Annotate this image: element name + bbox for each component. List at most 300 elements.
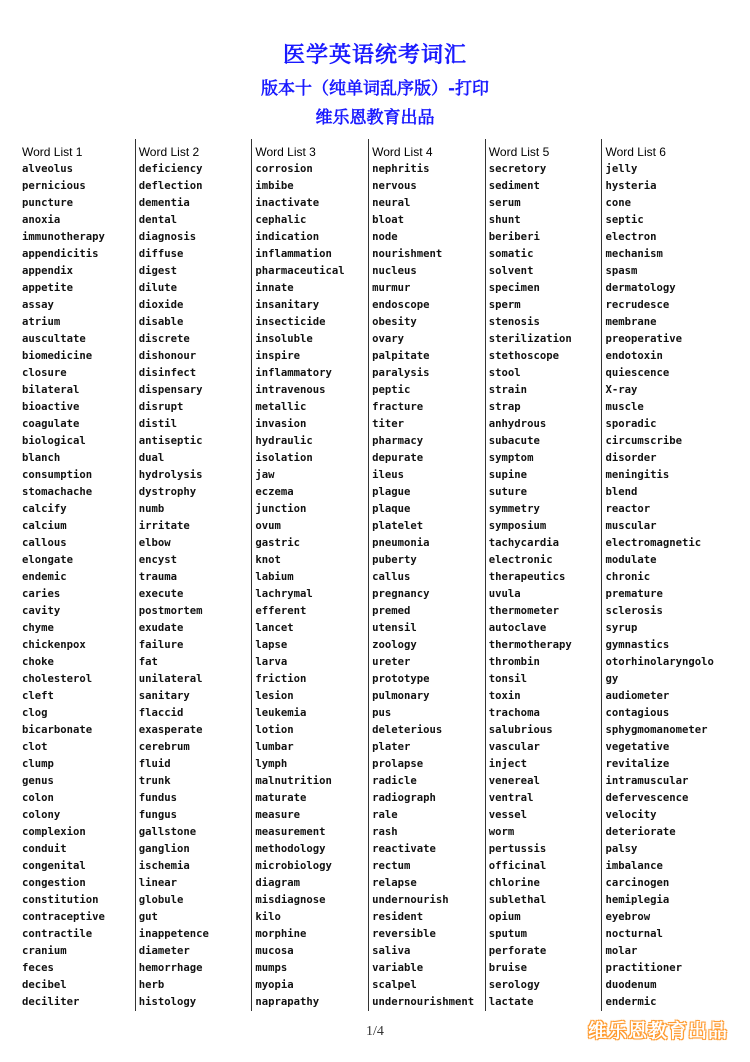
word-entry: clump [22,758,54,770]
word-entry: serology [488,979,540,991]
word-entry: officinal [488,860,547,872]
word-entry: choke [22,656,54,668]
word-entry: assay [22,299,54,311]
word-entry: prolapse [372,758,424,770]
word-entry: irritate [138,520,190,532]
word-entry: cleft [22,690,54,702]
word-entry: bruise [488,962,528,974]
word-entry: dementia [138,197,190,209]
word-entry: consumption [22,469,93,481]
word-entry: measure [255,809,301,821]
word-entry: lachrymal [255,588,313,600]
word-entry: flaccid [138,707,184,719]
word-entry: duodenum [605,979,657,991]
word-entry: quiescence [605,367,670,379]
word-entry: sporadic [605,418,657,430]
word-entry: fat [138,656,158,668]
word-entry: sediment [488,180,540,192]
word-entry: spasm [605,265,638,277]
word-entry: septic [605,214,644,226]
word-entry: palsy [605,843,638,855]
word-entry: cranium [22,945,67,957]
word-list-heading: Word List 6 [605,145,666,159]
word-entry: encyst [138,554,177,566]
word-entry: hydraulic [255,435,313,447]
publisher-line: 维乐恩教育出品 [315,108,435,128]
word-entry: nucleus [372,265,417,277]
word-entry: anoxia [22,214,61,226]
word-entry: syrup [605,622,638,634]
word-entry: dual [138,452,165,464]
word-entry: colon [22,792,54,804]
word-entry: lotion [255,724,294,736]
word-entry: immunotherapy [22,231,105,243]
word-entry: inactivate [255,197,320,209]
word-entry: chronic [605,571,651,583]
word-entry: complexion [22,826,86,838]
word-entry: decibel [22,979,67,991]
word-entry: herb [138,979,165,991]
word-entry: jelly [605,163,638,175]
word-entry: relapse [372,877,417,889]
word-entry: conduit [22,843,67,855]
word-entry: lactate [488,996,534,1008]
word-entry: tachycardia [488,537,559,549]
word-entry: diffuse [138,248,184,260]
word-entry: microbiology [255,860,332,872]
word-entry: thermotherapy [488,639,572,651]
word-entry: closure [22,367,67,379]
word-entry: jaw [255,469,275,481]
word-entry: disable [138,316,184,328]
word-entry: clog [22,707,48,719]
word-entry: invasion [255,418,307,430]
word-entry: bioactive [22,401,80,413]
word-entry: gymnastics [605,639,670,651]
word-entry: subacute [488,435,540,447]
word-entry: naprapathy [255,996,320,1008]
word-entry: contagious [605,707,670,719]
word-entry: plague [372,486,411,498]
word-entry: sperm [488,299,521,311]
word-entry: rectum [372,860,411,872]
word-entry: bloat [372,214,404,226]
word-entry: calcium [22,520,67,532]
word-entry: dioxide [138,299,184,311]
word-entry: congestion [22,877,86,889]
word-entry: venereal [488,775,540,787]
word-entry: paralysis [372,367,430,379]
word-entry: constitution [22,894,99,906]
word-entry: trachoma [488,707,540,719]
word-entry: autoclave [488,622,547,634]
word-entry: leukemia [255,707,307,719]
word-entry: eczema [255,486,294,498]
word-entry: callous [22,537,67,549]
word-entry: chickenpox [22,639,86,651]
word-list-columns [22,139,728,1011]
word-entry: X-ray [605,384,638,396]
word-entry: shunt [488,214,521,226]
word-entry: dental [138,214,177,226]
word-entry: stool [488,367,521,379]
word-entry: fracture [372,401,424,413]
word-entry: nephritis [372,163,430,175]
word-entry: isolation [255,452,313,464]
word-entry: malnutrition [255,775,332,787]
word-entry: calcify [22,503,67,515]
word-list-heading: Word List 5 [488,145,550,159]
word-entry: colony [22,809,61,821]
word-entry: premature [605,588,663,600]
word-entry: insoluble [255,333,313,345]
word-entry: sclerosis [605,605,663,617]
word-entry: mumps [255,962,288,974]
word-entry: clot [22,741,48,753]
word-entry: murmur [372,282,411,294]
word-entry: endemic [22,571,67,583]
word-entry: pharmacy [372,435,424,447]
word-entry: methodology [255,843,326,855]
word-entry: specimen [488,282,540,294]
word-entry: blanch [22,452,61,464]
word-entry: ileus [372,469,404,481]
word-entry: ovary [372,333,404,345]
word-entry: sputum [488,928,528,940]
word-entry: serum [488,197,521,209]
word-entry: cholesterol [22,673,93,685]
word-entry: peptic [372,384,411,396]
word-entry: gut [138,911,158,923]
word-list-column [606,139,720,1011]
word-list-column [372,139,486,1011]
word-entry: membrane [605,316,657,328]
word-entry: nervous [372,180,417,192]
word-entry: ovum [255,520,281,532]
word-entry: dilute [138,282,177,294]
word-entry: symmetry [488,503,540,515]
word-entry: exasperate [138,724,203,736]
word-entry: palpitate [372,350,430,362]
word-entry: premed [372,605,411,617]
word-entry: inappetence [138,928,209,940]
word-entry: electronic [488,554,553,566]
word-entry: worm [488,826,515,838]
word-entry: hemorrhage [138,962,203,974]
word-entry: puberty [372,554,417,566]
word-entry: reactivate [372,843,436,855]
word-entry: larva [255,656,288,668]
word-entry: sphygmomanometer [605,724,708,736]
word-entry: biological [22,435,86,447]
word-entry: bicarbonate [22,724,93,736]
word-entry: lesion [255,690,294,702]
word-entry: carcinogen [605,877,670,889]
word-entry: blend [605,486,638,498]
word-list-column [139,139,253,1011]
word-entry: zoology [372,639,417,651]
word-entry: preoperative [605,333,683,345]
word-entry: titer [372,418,404,430]
word-list-heading: Word List 4 [372,145,433,159]
page-number: 1/4 [366,1024,384,1039]
word-entry: puncture [22,197,74,209]
word-entry: friction [255,673,307,685]
word-entry: knot [255,554,281,566]
word-entry: pulmonary [372,690,430,702]
word-entry: myopia [255,979,294,991]
word-list-heading: Word List 2 [138,145,200,159]
word-entry: node [372,231,398,243]
word-entry: nourishment [372,248,443,260]
word-entry: intravenous [255,384,326,396]
word-entry: mechanism [605,248,663,260]
word-entry: opium [488,911,521,923]
word-entry: sublethal [488,894,547,906]
word-entry: hysteria [605,180,657,192]
word-entry: digest [138,265,177,277]
word-entry: deficiency [138,163,203,175]
word-entry: symptom [488,452,534,464]
word-entry: electron [605,231,657,243]
word-entry: chyme [22,622,54,634]
word-entry: trauma [138,571,177,583]
word-entry: undernourish [372,894,449,906]
word-entry: gy [605,673,619,685]
word-list-column [22,139,136,1011]
word-entry: ventral [488,792,534,804]
word-entry: endermic [605,996,657,1008]
word-entry: perforate [488,945,547,957]
word-entry: disrupt [138,401,184,413]
word-entry: appetite [22,282,74,294]
word-entry: stenosis [488,316,540,328]
word-entry: bilateral [22,384,80,396]
word-entry: resident [372,911,424,923]
word-entry: inspire [255,350,301,362]
word-entry: genus [22,775,54,787]
word-entry: elongate [22,554,74,566]
word-entry: revitalize [605,758,670,770]
word-entry: otorhinolaryngolo [605,656,714,668]
word-entry: labium [255,571,294,583]
word-entry: thrombin [488,656,540,668]
word-entry: eyebrow [605,911,651,923]
word-entry: insecticide [255,316,326,328]
word-entry: disorder [605,452,657,464]
word-entry: elbow [138,537,171,549]
word-entry: audiometer [605,690,670,702]
word-entry: toxin [488,690,521,702]
word-entry: callus [372,571,411,583]
word-entry: deleterious [372,724,443,736]
word-entry: vessel [488,809,528,821]
word-entry: hemiplegia [605,894,670,906]
word-entry: ischemia [138,860,190,872]
word-entry: postmortem [138,605,203,617]
word-entry: stethoscope [488,350,559,362]
word-entry: plaque [372,503,411,515]
word-entry: pus [372,707,392,719]
word-entry: distil [138,418,177,430]
word-entry: pregnancy [372,588,430,600]
word-entry: insanitary [255,299,320,311]
word-entry: efferent [255,605,307,617]
word-entry: modulate [605,554,657,566]
word-entry: imbibe [255,180,294,192]
word-entry: recrudesce [605,299,670,311]
word-entry: uvula [488,588,521,600]
word-entry: anhydrous [488,418,547,430]
word-entry: solvent [488,265,534,277]
word-entry: lymph [255,758,288,770]
word-entry: fluid [138,758,171,770]
word-entry: alveolus [22,163,74,175]
word-entry: strain [488,384,528,396]
word-entry: gallstone [138,826,197,838]
word-entry: thermometer [488,605,559,617]
word-entry: lapse [255,639,288,651]
word-entry: suture [488,486,528,498]
word-entry: execute [138,588,184,600]
word-entry: inflammatory [255,367,332,379]
word-entry: nocturnal [605,928,663,940]
word-entry: deteriorate [605,826,676,838]
word-entry: symposium [488,520,547,532]
word-entry: caries [22,588,61,600]
word-entry: corrosion [255,163,313,175]
word-list-column [255,139,369,1011]
word-entry: somatic [488,248,534,260]
word-entry: cone [605,197,632,209]
word-entry: platelet [372,520,424,532]
word-entry: supine [488,469,528,481]
word-entry: disinfect [138,367,197,379]
word-entry: depurate [372,452,424,464]
word-entry: chlorine [488,877,540,889]
watermark-logo: 维乐恩教育出品 [587,1020,728,1042]
word-entry: lancet [255,622,294,634]
word-entry: radiograph [372,792,436,804]
word-entry: electromagnetic [605,537,702,549]
word-list-column [489,139,603,1011]
word-entry: dystrophy [138,486,197,498]
word-entry: molar [605,945,638,957]
word-entry: morphine [255,928,307,940]
word-entry: inflammation [255,248,332,260]
word-entry: sterilization [488,333,572,345]
word-entry: plater [372,741,411,753]
word-entry: fundus [138,792,177,804]
word-entry: measurement [255,826,326,838]
word-entry: contractile [22,928,93,940]
word-entry: dermatology [605,282,676,294]
word-entry: cephalic [255,214,307,226]
word-entry: therapeutics [488,571,566,583]
word-entry: diameter [138,945,190,957]
word-entry: utensil [372,622,417,634]
word-entry: globule [138,894,184,906]
word-entry: antiseptic [138,435,203,447]
word-entry: feces [22,962,54,974]
word-entry: endotoxin [605,350,663,362]
word-entry: numb [138,503,165,515]
word-entry: diagnosis [138,231,197,243]
word-entry: defervescence [605,792,689,804]
word-entry: histology [138,996,197,1008]
word-entry: mucosa [255,945,294,957]
word-entry: stomachache [22,486,93,498]
word-entry: sanitary [138,690,190,702]
word-entry: dispensary [138,384,203,396]
word-entry: misdiagnose [255,894,326,906]
word-entry: rale [372,809,398,821]
word-entry: practitioner [605,962,683,974]
word-entry: undernourishment [372,996,475,1008]
word-entry: lumbar [255,741,294,753]
word-entry: cerebrum [138,741,190,753]
word-entry: metallic [255,401,307,413]
word-entry: circumscribe [605,435,683,447]
word-entry: pertussis [488,843,547,855]
word-entry: saliva [372,945,411,957]
word-entry: vegetative [605,741,670,753]
word-entry: intramuscular [605,775,689,787]
word-entry: endoscope [372,299,430,311]
word-entry: biomedicine [22,350,93,362]
word-entry: radicle [372,775,417,787]
word-entry: salubrious [488,724,553,736]
word-entry: scalpel [372,979,417,991]
word-entry: velocity [605,809,657,821]
word-entry: appendix [22,265,74,277]
word-entry: neural [372,197,411,209]
word-entry: obesity [372,316,417,328]
word-entry: exudate [138,622,184,634]
word-entry: trunk [138,775,171,787]
word-entry: contraceptive [22,911,105,923]
word-list-heading: Word List 1 [22,145,83,159]
word-entry: deflection [138,180,203,192]
word-entry: muscular [605,520,657,532]
word-entry: pernicious [22,180,86,192]
word-entry: pneumonia [372,537,430,549]
word-entry: atrium [22,316,61,328]
word-entry: meningitis [605,469,670,481]
word-entry: appendicitis [22,248,99,260]
word-entry: muscle [605,401,644,413]
word-entry: imbalance [605,860,663,872]
word-entry: dishonour [138,350,197,362]
word-entry: strap [488,401,521,413]
word-entry: failure [138,639,184,651]
word-entry: reversible [372,928,436,940]
word-entry: prototype [372,673,430,685]
word-entry: secretory [488,163,547,175]
word-entry: auscultate [22,333,86,345]
word-entry: ureter [372,656,411,668]
word-entry: beriberi [488,231,540,243]
document-header [0,40,750,132]
word-entry: kilo [255,911,281,923]
document-title: 医学英语统考词汇 [282,43,467,68]
word-entry: pharmaceutical [255,265,345,277]
word-entry: diagram [255,877,301,889]
word-entry: fungus [138,809,177,821]
word-entry: maturate [255,792,307,804]
word-entry: unilateral [138,673,203,685]
word-entry: indication [255,231,320,243]
